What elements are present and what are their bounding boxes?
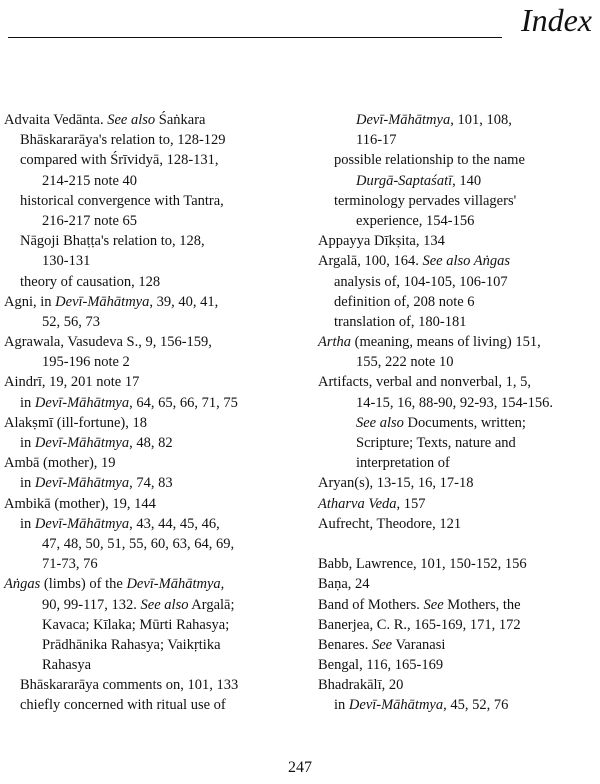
- entry-text: experience, 154-156: [356, 212, 475, 229]
- entry-text: Scripture; Texts, nature and: [356, 435, 516, 451]
- entry-text: Nāgoji Bhaṭṭa's relation to, 128,: [20, 233, 205, 250]
- page-number: 247: [288, 759, 312, 776]
- index-subentry: [318, 110, 598, 130]
- entry-text: 14-15, 16, 88-90, 92-93, 154-156.: [356, 394, 553, 411]
- italic-text: See also: [107, 112, 156, 128]
- index-entry: [318, 615, 598, 635]
- entry-text: Ambikā (mother), 19, 144: [4, 495, 156, 512]
- index-subentry: [4, 534, 304, 554]
- entry-text: , 64, 65, 66, 71, 75: [129, 394, 238, 411]
- entry-group-gap: [318, 534, 598, 554]
- italic-text: See also: [140, 596, 189, 613]
- page-title: Index: [520, 2, 592, 38]
- entry-text: 214-215 note 40: [42, 172, 138, 189]
- entry-text: Varanasi: [392, 636, 446, 653]
- italic-text: Devī-Māhātmya: [34, 435, 130, 451]
- entry-text: analysis of, 104-105, 106-107: [334, 273, 508, 290]
- italic-text: Devī-Māhātmya: [126, 576, 221, 593]
- index-entry: [318, 372, 598, 392]
- index-entry: [318, 231, 598, 251]
- index-entry: [4, 453, 304, 473]
- entry-text: translation of, 180-181: [334, 313, 467, 330]
- entry-text: , 101, 108,: [450, 112, 512, 128]
- entry-text: 155, 222 note 10: [356, 354, 454, 371]
- index-entry: [318, 514, 598, 534]
- italic-text: Devī-Māhātmya: [34, 394, 130, 411]
- entry-text: chiefly concerned with ritual use of: [20, 697, 226, 714]
- index-subentry: [4, 695, 304, 715]
- entry-text: , 43, 44, 45, 46,: [129, 515, 220, 532]
- index-entry: [318, 574, 598, 594]
- index-entry: [318, 494, 598, 514]
- index-subentry: [4, 130, 304, 150]
- entry-text: historical convergence with Tantra,: [20, 192, 224, 209]
- index-entry: [318, 635, 598, 655]
- entry-text: , 39, 40, 41,: [149, 293, 219, 310]
- index-subentry: [318, 171, 598, 191]
- entry-text: Alakṣmī (ill-fortune), 18: [4, 414, 147, 431]
- entry-text: Advaita Vedānta.: [4, 112, 108, 128]
- index-subentry: [4, 655, 304, 675]
- italic-text: Devī-Māhātmya: [348, 697, 444, 714]
- entry-text: 52, 56, 73: [42, 313, 100, 330]
- entry-text: , 140: [452, 172, 482, 189]
- entry-text: 90, 99-117, 132.: [42, 596, 141, 613]
- index-column-left: [4, 110, 304, 716]
- entry-text: Mothers, the: [443, 596, 521, 613]
- entry-text: ,: [220, 576, 225, 593]
- entry-text: Documents, written;: [403, 414, 526, 431]
- italic-text: See: [371, 636, 393, 653]
- entry-text: Aryan(s), 13-15, 16, 17-18: [318, 475, 474, 492]
- entry-text: 116-17: [356, 132, 397, 149]
- index-subentry: [4, 251, 304, 271]
- entry-text: Argalā, 100, 164.: [318, 253, 423, 270]
- entry-text: theory of causation, 128: [20, 273, 161, 290]
- index-subentry: [4, 473, 304, 493]
- index-entry: [4, 110, 304, 130]
- entry-text: possible relationship to the name: [334, 152, 525, 169]
- index-entry: [4, 494, 304, 514]
- italic-text: Devī-Māhātmya: [34, 475, 130, 492]
- italic-text: See also: [356, 414, 404, 431]
- italic-text: Atharva Veda: [318, 495, 397, 512]
- index-subentry: [318, 312, 598, 332]
- index-subentry: [4, 393, 304, 413]
- index-subentry: [318, 211, 598, 231]
- entry-text: Artifacts, verbal and nonverbal, 1, 5,: [318, 374, 531, 391]
- index-subentry: [4, 352, 304, 372]
- entry-text: Aindrī, 19, 201 note 17: [4, 374, 140, 391]
- entry-text: Bhāskararāya's relation to, 128-129: [20, 132, 226, 149]
- index-subentry: [4, 312, 304, 332]
- entry-text: Bengal, 116, 165-169: [318, 657, 444, 674]
- index-subentry: [4, 595, 304, 615]
- entry-text: Bhāskararāya comments on, 101, 133: [20, 677, 239, 694]
- entry-text: Argalā;: [188, 596, 235, 613]
- index-subentry: [318, 191, 598, 211]
- index-entry: [4, 413, 304, 433]
- index-subentry: [4, 150, 304, 170]
- index-subentry: [4, 272, 304, 292]
- index-subentry: [318, 130, 598, 150]
- index-subentry: [4, 171, 304, 191]
- index-entry: [318, 655, 598, 675]
- italic-text: See also Aṅgas: [422, 253, 510, 270]
- entry-text: Bhadrakālī, 20: [318, 677, 404, 694]
- index-subentry: [318, 292, 598, 312]
- index-subentry: [4, 635, 304, 655]
- index-subentry: [318, 695, 598, 715]
- entry-text: in: [20, 394, 35, 411]
- index-entry: [4, 372, 304, 392]
- index-subentry: [318, 433, 598, 453]
- entry-text: Agni, in: [4, 293, 56, 310]
- index-subentry: [318, 413, 598, 433]
- entry-text: Babb, Lawrence, 101, 150-152, 156: [318, 556, 527, 573]
- entry-text: , 48, 82: [129, 435, 173, 451]
- entry-text: 47, 48, 50, 51, 55, 60, 63, 64, 69,: [42, 535, 235, 552]
- index-subentry: [318, 352, 598, 372]
- entry-text: in: [20, 475, 35, 492]
- entry-text: terminology pervades villagers': [334, 192, 517, 209]
- entry-text: in: [20, 435, 35, 451]
- index-subentry: [4, 231, 304, 251]
- index-entry: [318, 554, 598, 574]
- index-subentry: [4, 615, 304, 635]
- index-entry: [4, 292, 304, 312]
- index-subentry: [4, 191, 304, 211]
- italic-text: Devī-Māhātmya: [55, 293, 150, 310]
- index-subentry: [318, 393, 598, 413]
- index-entry: [318, 251, 598, 271]
- index-entry: [318, 595, 598, 615]
- header-rule: [8, 37, 502, 38]
- entry-text: Aufrecht, Theodore, 121: [318, 515, 462, 532]
- entry-text: Banerjea, C. R., 165-169, 171, 172: [318, 616, 521, 633]
- index-entry: [318, 473, 598, 493]
- entry-text: in: [20, 515, 35, 532]
- entry-text: Benares.: [318, 636, 372, 653]
- entry-text: Appayya Dīkṣita, 134: [318, 233, 445, 250]
- entry-text: Ambā (mother), 19: [4, 455, 116, 472]
- entry-text: interpretation of: [356, 455, 450, 472]
- entry-text: 195-196 note 2: [42, 354, 130, 371]
- italic-text: Artha: [318, 334, 352, 351]
- entry-text: in: [334, 697, 349, 714]
- entry-text: Baṇa, 24: [318, 576, 370, 593]
- italic-text: See: [423, 596, 444, 613]
- entry-text: Prādhānika Rahasya; Vaikṛtika: [42, 636, 221, 653]
- index-subentry: [318, 272, 598, 292]
- entry-text: compared with Śrīvidyā, 128-131,: [20, 152, 219, 169]
- entry-text: Śaṅkara: [155, 112, 206, 128]
- entry-text: 71-73, 76: [42, 556, 98, 573]
- entry-text: (meaning, means of living) 151,: [351, 334, 541, 351]
- index-entry: [4, 332, 304, 352]
- entry-text: , 74, 83: [129, 475, 173, 492]
- index-subentry: [318, 453, 598, 473]
- entry-text: 130-131: [42, 253, 91, 270]
- italic-text: Devī-Māhātmya: [356, 112, 451, 128]
- index-entry: [4, 574, 304, 594]
- index-subentry: [318, 150, 598, 170]
- entry-text: Band of Mothers.: [318, 596, 424, 613]
- index-entry: [318, 332, 598, 352]
- index-subentry: [4, 211, 304, 231]
- entry-text: Rahasya: [42, 657, 92, 674]
- entry-text: Kavaca; Kīlaka; Mūrti Rahasya;: [42, 616, 230, 633]
- index-column-right: [318, 110, 598, 716]
- index-subentry: [4, 554, 304, 574]
- index-subentry: [4, 514, 304, 534]
- entry-text: 216-217 note 65: [42, 212, 138, 229]
- entry-text: Agrawala, Vasudeva S., 9, 156-159,: [4, 334, 212, 351]
- italic-text: Aṅgas: [4, 576, 41, 593]
- entry-text: definition of, 208 note 6: [334, 293, 475, 310]
- index-entry: [318, 675, 598, 695]
- entry-text: , 157: [396, 495, 426, 512]
- index-subentry: [4, 675, 304, 695]
- italic-text: Durgā-Saptaśatī: [356, 172, 453, 189]
- italic-text: Devī-Māhātmya: [34, 515, 130, 532]
- index-subentry: [4, 433, 304, 453]
- entry-text: (limbs) of the: [40, 576, 127, 593]
- entry-text: , 45, 52, 76: [443, 697, 509, 714]
